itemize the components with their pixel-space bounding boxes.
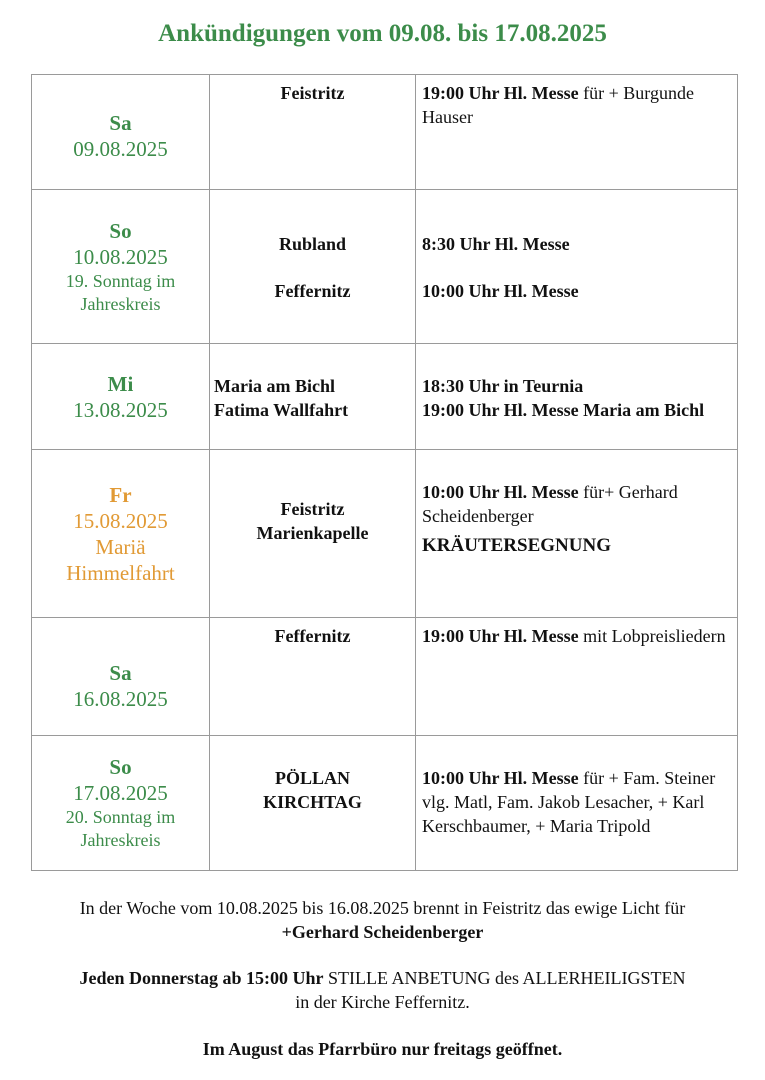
adoration-text: STILLE ANBETUNG des ALLERHEILIGSTEN [323,968,686,988]
weekday: Sa [109,660,132,685]
adoration-notice [0,966,765,1014]
date-cell [32,450,210,618]
date-cell [32,190,210,344]
weekday: Mi [107,371,134,396]
page-title: Ankündigungen vom 09.08. bis 17.08.2025 [158,20,607,47]
place-cell [210,618,416,736]
event-time: 10:00 Uhr Hl. Messe [422,768,579,788]
event-cell [416,75,738,190]
event-time: 10:00 Uhr Hl. Messe [422,482,579,502]
date: 15.08.2025 [73,508,168,533]
place-cell [210,344,416,450]
place: Feistritz [280,83,345,103]
date: 16.08.2025 [73,686,168,711]
date-cell [32,736,210,871]
event-cell [416,190,738,344]
event-detail: mit Lobpreisliedern [578,626,726,646]
table-row [32,618,738,736]
table-row [32,450,738,618]
place: Marienkapelle [256,522,369,543]
place-cell [210,190,416,344]
weekday: Fr [109,482,132,507]
feast-name: Mariä Himmelfahrt [66,534,175,585]
event-time: 18:30 Uhr in Teurnia [422,376,584,396]
place-cell [210,450,416,618]
event-cell [416,618,738,736]
adoration-time: Jeden Donnerstag ab 15:00 Uhr [79,968,324,988]
event-detail: für+ Gerhard Scheidenberger [422,482,678,526]
event-time: 19:00 Uhr Hl. Messe [422,83,579,103]
event-highlight: KRÄUTERSEGNUNG [422,535,611,556]
event-time: 10:00 Uhr Hl. Messe [422,281,579,301]
table-row [32,344,738,450]
weekday: So [109,755,132,779]
table-row [32,736,738,871]
event-time: 8:30 Uhr Hl. Messe [422,234,570,254]
eternal-light-notice [0,896,765,944]
eternal-light-text: In der Woche vom 10.08.2025 bis 16.08.2025 brennt in Feistritz das ewige Licht für [79,898,686,918]
schedule-table [31,74,738,871]
date-cell [32,75,210,190]
weekday: Sa [109,111,132,135]
place: KIRCHTAG [263,792,362,812]
event-detail: für + Burgunde Hauser [422,83,694,127]
place: Rubland [278,234,347,254]
place-cell [210,736,416,871]
place: Feffernitz [274,626,351,646]
place: Feffernitz [274,281,351,301]
event-cell [416,736,738,871]
date: 09.08.2025 [73,137,168,161]
table-row [32,190,738,344]
date-cell [32,618,210,736]
event-cell [416,450,738,618]
table-row [32,75,738,190]
liturgical-note: 19. Sonntag im Jahreskreis [65,270,176,314]
place: Fatima Wallfahrt [214,400,349,420]
date-cell [32,344,210,450]
place: PÖLLAN [274,768,350,788]
event-cell [416,344,738,450]
liturgical-note: 20. Sonntag im Jahreskreis [65,807,176,850]
office-hours-notice: Im August das Pfarrbüro nur freitags geöffnet. [202,1039,563,1059]
event-time: 19:00 Uhr Hl. Messe Maria am Bichl [422,400,705,420]
adoration-place: in der Kirche Feffernitz. [295,992,470,1012]
date: 13.08.2025 [73,397,168,422]
place: Maria am Bichl [214,376,335,396]
event-detail: für + Fam. Steiner vlg. Matl, Fam. Jakob Lesacher, + Karl Kerschbaumer, + Maria Tripold [422,768,716,836]
weekday: So [109,218,132,243]
date: 10.08.2025 [73,244,168,269]
place: Feistritz [280,498,345,519]
place-cell [210,75,416,190]
event-time: 19:00 Uhr Hl. Messe [422,626,579,646]
date: 17.08.2025 [73,781,168,805]
eternal-light-name: +Gerhard Scheidenberger [281,922,484,942]
